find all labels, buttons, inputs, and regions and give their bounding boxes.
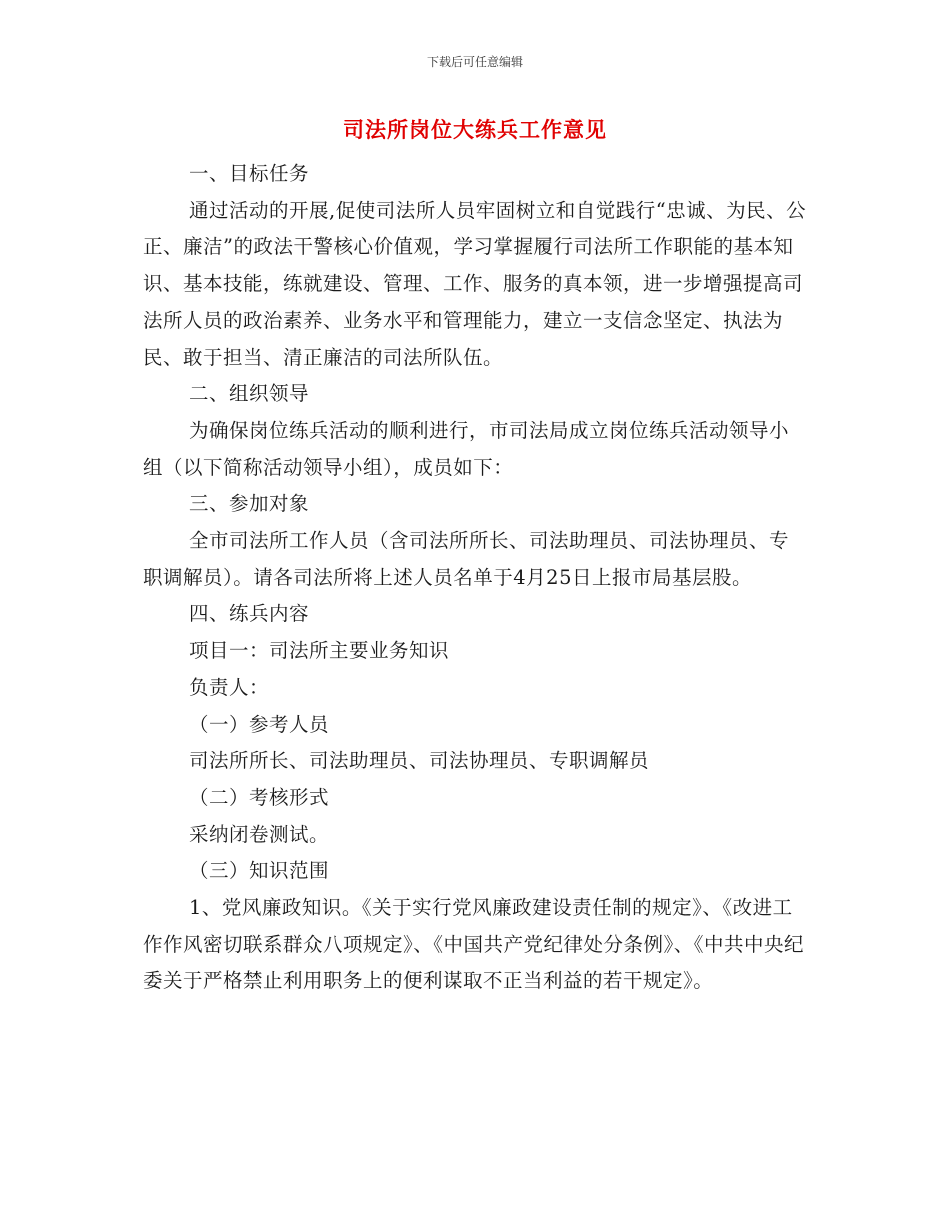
subheading-assessment: （二）考核形式 — [189, 785, 330, 809]
paragraph-participants: 全市司法所工作人员（含司法所所长、司法助理员、司法协理员、专职调解员）。请各司法所将上述人员名单于4月25日上报市局基层股。 — [143, 529, 790, 589]
paragraph-participant-roles: 司法所所长、司法助理员、司法协理员、专职调解员 — [189, 749, 650, 773]
paragraph-assessment: 采纳闭卷测试。 — [189, 822, 330, 846]
section-heading-goals: 一、目标任务 — [189, 162, 310, 185]
section-heading-organization: 二、组织领导 — [189, 382, 310, 406]
subheading-knowledge-scope: （三）知识范围 — [189, 859, 330, 883]
document-body — [143, 156, 808, 1000]
project-one-title: 项目一：司法所主要业务知识 — [189, 639, 450, 663]
document-title: 司法所岗位大练兵工作意见 — [343, 118, 607, 142]
section-heading-participants: 三、参加对象 — [189, 492, 310, 516]
responsible-person: 负责人： — [189, 675, 270, 699]
subheading-participants: （一）参考人员 — [189, 712, 330, 736]
section-heading-content: 四、练兵内容 — [189, 602, 310, 626]
paragraph-knowledge-item-1: 1、党风廉政知识。《关于实行党风廉政建设责任制的规定》、《改进工作作风密切联系群众八项规定》、《中国共产党纪律处分条例》、《中共中央纪委关于严格禁止利用职务上的便利谋取不正当利益的若干规定》。 — [143, 896, 805, 993]
header-note: 下载后可任意编辑 — [426, 55, 523, 69]
paragraph-goals: 通过活动的开展,促使司法所人员牢固树立和自觉践行“忠诚、为民、公正、廉洁”的政法干警核心价值观，学习掌握履行司法所工作职能的基本知识、基本技能，练就建设、管理、工作、服务的真本领，进一步增强提高司法所人员的政治素养、业务水平和管理能力，建立一支信念坚定、执法为民、敢于担当、清正廉洁的司法所队伍。 — [143, 198, 807, 369]
paragraph-organization: 为确保岗位练兵活动的顺利进行，市司法局成立岗位练兵活动领导小组（以下简称活动领导小组），成员如下： — [143, 418, 790, 479]
